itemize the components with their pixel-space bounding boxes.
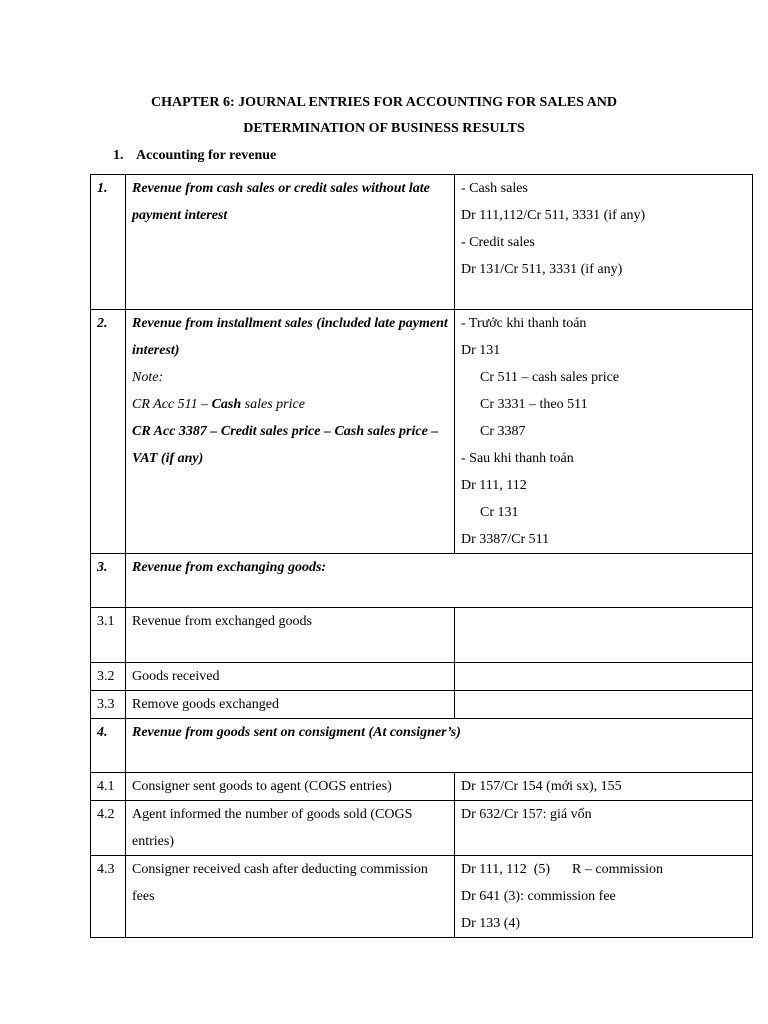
row-description-text: Revenue from installment sales (included late payment interest): [132, 316, 448, 358]
table-row: [91, 719, 753, 773]
note-a-suffix: sales price: [241, 397, 305, 412]
table-row: [91, 608, 753, 663]
journal-entries-table: [90, 174, 753, 938]
entry-note: R – commission: [572, 862, 664, 877]
note-label: Note:: [132, 370, 164, 385]
note-line-a: [132, 391, 448, 418]
table-row: [91, 773, 753, 801]
row-number: 4.3: [91, 856, 126, 938]
row-number: 1.: [91, 175, 126, 310]
row-entries: Dr 157/Cr 154 (mới sx), 155: [455, 773, 753, 801]
entry-line: - Sau khi thanh toán: [461, 451, 574, 466]
row-entries: [455, 663, 753, 691]
row-number: 3.2: [91, 663, 126, 691]
row-description: Revenue from exchanged goods: [126, 608, 455, 663]
row-description: Remove goods exchanged: [126, 691, 455, 719]
row-number: 3.1: [91, 608, 126, 663]
entry-line: Dr 111, 112: [461, 478, 527, 493]
chapter-title-line1: CHAPTER 6: JOURNAL ENTRIES FOR ACCOUNTING FOR SALES AND: [151, 95, 617, 110]
entry-line: Cr 3331 – theo 511: [480, 397, 588, 412]
row-number: 4.: [91, 719, 126, 773]
row-description: Agent informed the number of goods sold (COGS entries): [126, 801, 455, 856]
row-description: Consigner received cash after deducting commission fees: [126, 856, 455, 938]
row-entries: Dr 632/Cr 157: giá vốn: [455, 801, 753, 856]
note-a-prefix: CR Acc 511 –: [132, 397, 212, 412]
table-row: [91, 310, 753, 554]
row-entries: [455, 691, 753, 719]
row-description: Revenue from cash sales or credit sales without late payment interest: [126, 175, 455, 310]
entry-line: Cr 131: [480, 505, 519, 520]
entry-line: Cr 3387: [480, 424, 526, 439]
chapter-title-line2: DETERMINATION OF BUSINESS RESULTS: [243, 121, 525, 136]
row-number: 4.2: [91, 801, 126, 856]
table-row: [91, 801, 753, 856]
row-description: Goods received: [126, 663, 455, 691]
row-description: Consigner sent goods to agent (COGS entries): [126, 773, 455, 801]
row-entries: [455, 608, 753, 663]
entry-line: - Cash sales: [461, 181, 528, 196]
entry-debit: Dr 111, 112 (5): [461, 862, 551, 877]
section-heading: [113, 142, 276, 169]
row-description: Revenue from exchanging goods:: [126, 554, 753, 608]
row-number: 4.1: [91, 773, 126, 801]
row-number: 3.3: [91, 691, 126, 719]
table-row: [91, 663, 753, 691]
entry-line: - Trước khi thanh toán: [461, 316, 587, 331]
note-a-bold: Cash: [211, 397, 242, 412]
entry-line: [461, 856, 746, 883]
entry-line: Dr 641 (3): commission fee: [461, 889, 616, 904]
row-entries: [455, 175, 753, 310]
table-row: [91, 691, 753, 719]
entry-line: Cr 511 – cash sales price: [480, 370, 620, 385]
entry-line: Dr 3387/Cr 511: [461, 532, 550, 547]
entry-line: Dr 131: [461, 343, 501, 358]
section-number: 1.: [113, 148, 124, 163]
row-entries: [455, 856, 753, 938]
table-row: [91, 856, 753, 938]
row-number: 3.: [91, 554, 126, 608]
row-entries: [455, 310, 753, 554]
entry-line: Dr 131/Cr 511, 3331 (if any): [461, 262, 623, 277]
row-number: 2.: [91, 310, 126, 554]
section-label: Accounting for revenue: [136, 148, 277, 163]
note-line-b: CR Acc 3387 – Credit sales price – Cash sales price – VAT (if any): [132, 424, 439, 466]
entry-line: Dr 133 (4): [461, 916, 521, 931]
table-row: [91, 554, 753, 608]
row-description: [126, 310, 455, 554]
entry-line: - Credit sales: [461, 235, 535, 250]
table-row: [91, 175, 753, 310]
entry-line: Dr 111,112/Cr 511, 3331 (if any): [461, 208, 646, 223]
row-description: Revenue from goods sent on consigment (At consigner’s): [126, 719, 753, 773]
